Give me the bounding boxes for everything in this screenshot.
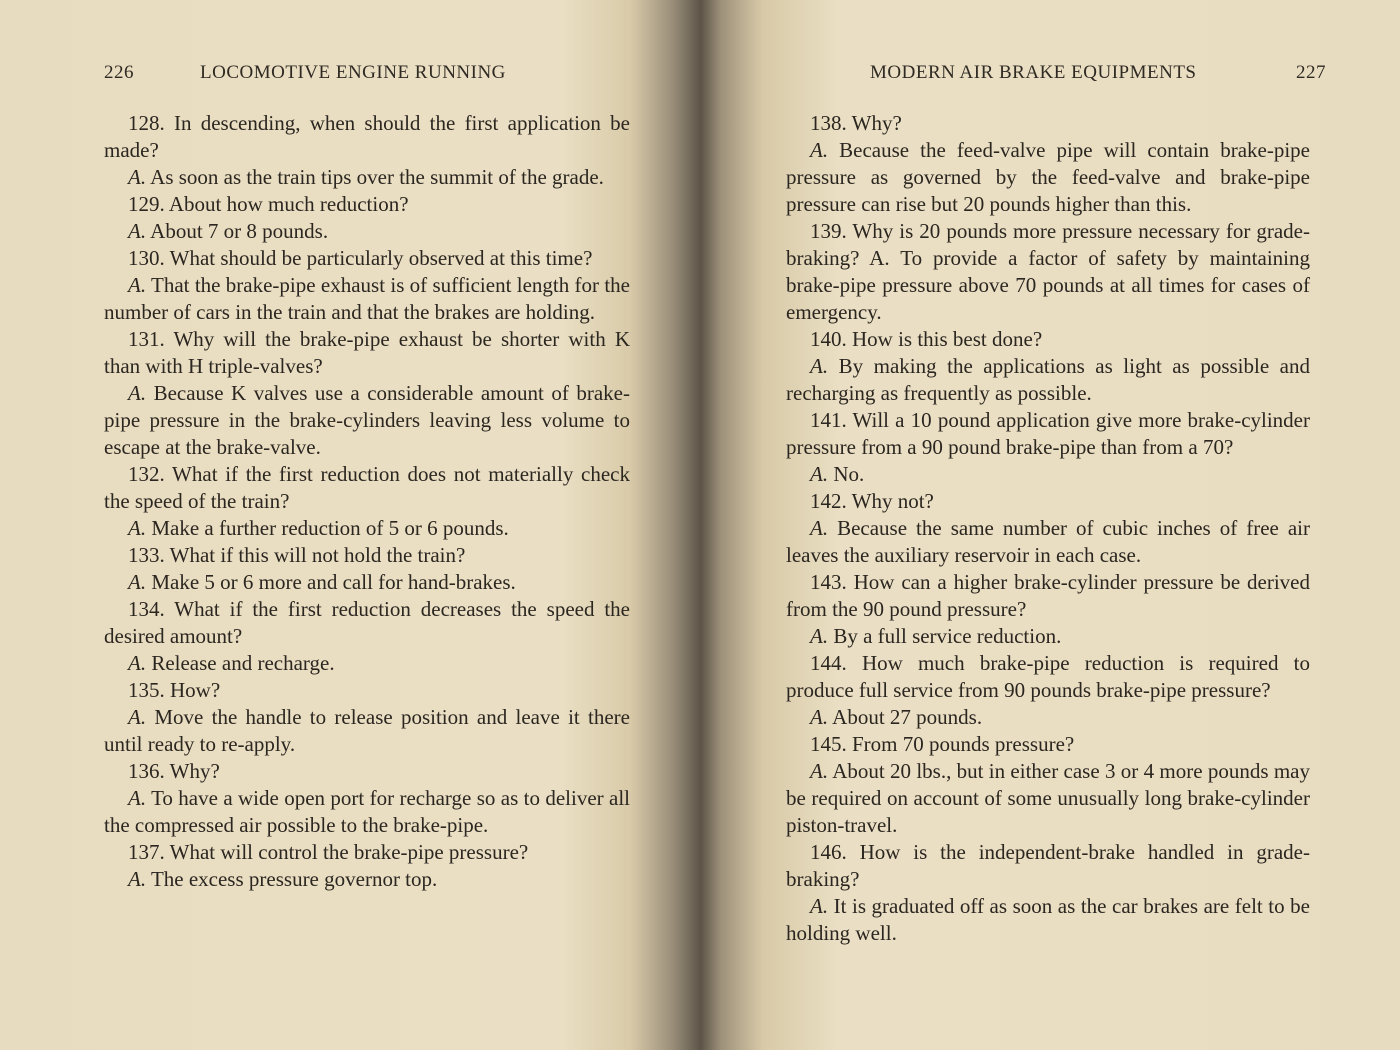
question-paragraph (786, 839, 1310, 893)
question-paragraph (104, 758, 630, 785)
answer-label: A. (128, 165, 147, 189)
answer-paragraph (786, 353, 1310, 407)
paragraph-text: 132. What if the first reduction does not materially check the speed of the train? (104, 462, 630, 513)
answer-label: A. (810, 354, 829, 378)
paragraph-text: As soon as the train tips over the summit of the grade. (146, 165, 604, 189)
paragraph-text: 143. How can a higher brake-cylinder pressure be derived from the 90 pound pressure? (786, 570, 1310, 621)
paragraph-text: About 20 lbs., but in either case 3 or 4 more pounds may be required on account of some unusually long brake-cylinder piston-travel. (786, 759, 1310, 837)
paragraph-text: 130. What should be particularly observed at this time? (128, 246, 593, 270)
left-page-number: 226 (104, 62, 134, 83)
answer-label: A. (128, 219, 147, 243)
paragraph-text: 135. How? (128, 678, 221, 702)
question-paragraph (104, 677, 630, 704)
paragraph-text: 136. Why? (128, 759, 220, 783)
answer-paragraph (104, 515, 630, 542)
paragraph-text: 146. How is the independent-brake handled in grade-braking? (786, 840, 1310, 891)
question-paragraph (786, 650, 1310, 704)
paragraph-text: 133. What if this will not hold the train? (128, 543, 466, 567)
answer-label: A. (128, 273, 147, 297)
paragraph-text: The excess pressure governor top. (146, 867, 438, 891)
answer-paragraph (104, 380, 630, 461)
question-paragraph (104, 596, 630, 650)
paragraph-text: About 7 or 8 pounds. (146, 219, 329, 243)
answer-label: A. (810, 516, 829, 540)
right-running-header (870, 62, 1326, 84)
paragraph-text: 139. Why is 20 pounds more pressure necessary for grade-braking? A. To provide a factor of safety by maintaining brake-pipe pressure above 70 pounds at all times for cases of emergency. (786, 219, 1310, 324)
answer-label: A. (810, 759, 829, 783)
answer-paragraph (786, 461, 1310, 488)
question-paragraph (786, 110, 1310, 137)
paragraph-text: 128. In descending, when should the first application be made? (104, 111, 630, 162)
paragraph-text: Because K valves use a considerable amount of brake-pipe pressure in the brake-cylinders leaving less volume to escape at the brake-valve. (104, 381, 630, 459)
question-paragraph (104, 245, 630, 272)
paragraph-text: 144. How much brake-pipe reduction is required to produce full service from 90 pounds brake-pipe pressure? (786, 651, 1310, 702)
paragraph-text: It is graduated off as soon as the car brakes are felt to be holding well. (786, 894, 1310, 945)
answer-paragraph (786, 893, 1310, 947)
paragraph-text: Make a further reduction of 5 or 6 pounds. (146, 516, 509, 540)
paragraph-text: 142. Why not? (810, 489, 934, 513)
answer-paragraph (104, 866, 630, 893)
answer-paragraph (786, 704, 1310, 731)
question-paragraph (104, 191, 630, 218)
paragraph-text: 145. From 70 pounds pressure? (810, 732, 1075, 756)
answer-paragraph (104, 704, 630, 758)
answer-paragraph (786, 758, 1310, 839)
answer-label: A. (128, 786, 147, 810)
answer-label: A. (810, 462, 829, 486)
question-paragraph (104, 542, 630, 569)
left-running-head: LOCOMOTIVE ENGINE RUNNING (200, 62, 506, 83)
question-paragraph (786, 218, 1310, 326)
answer-paragraph (104, 218, 630, 245)
paragraph-text: About 27 pounds. (828, 705, 983, 729)
right-page (700, 0, 1400, 1050)
answer-paragraph (104, 272, 630, 326)
answer-label: A. (810, 138, 829, 162)
answer-label: A. (810, 705, 829, 729)
paragraph-text: Move the handle to release position and leave it there until ready to re-apply. (104, 705, 630, 756)
answer-paragraph (104, 785, 630, 839)
answer-label: A. (128, 705, 147, 729)
question-paragraph (786, 569, 1310, 623)
answer-label: A. (128, 651, 147, 675)
question-paragraph (104, 110, 630, 164)
right-page-number: 227 (1296, 62, 1326, 83)
question-paragraph (104, 326, 630, 380)
paragraph-text: By a full service reduction. (828, 624, 1062, 648)
paragraph-text: No. (828, 462, 865, 486)
question-paragraph (786, 407, 1310, 461)
paragraph-text: By making the applications as light as possible and recharging as frequently as possible. (786, 354, 1310, 405)
answer-paragraph (104, 650, 630, 677)
left-running-header (104, 62, 534, 84)
paragraph-text: Release and recharge. (146, 651, 335, 675)
left-page-body (104, 110, 630, 893)
answer-label: A. (128, 570, 147, 594)
question-paragraph (786, 488, 1310, 515)
paragraph-text: Because the same number of cubic inches of free air leaves the auxiliary reservoir in each case. (786, 516, 1310, 567)
paragraph-text: Make 5 or 6 more and call for hand-brakes. (146, 570, 516, 594)
question-paragraph (786, 731, 1310, 758)
answer-label: A. (128, 516, 147, 540)
answer-label: A. (128, 867, 147, 891)
paragraph-text: 138. Why? (810, 111, 902, 135)
paragraph-text: That the brake-pipe exhaust is of sufficient length for the number of cars in the train and that the brakes are holding. (104, 273, 630, 324)
paragraph-text: 141. Will a 10 pound application give more brake-cylinder pressure from a 90 pound brake-pipe than from a 70? (786, 408, 1310, 459)
paragraph-text: 140. How is this best done? (810, 327, 1043, 351)
answer-paragraph (786, 515, 1310, 569)
answer-label: A. (810, 624, 829, 648)
question-paragraph (104, 839, 630, 866)
paragraph-text: 131. Why will the brake-pipe exhaust be shorter with K than with H triple-valves? (104, 327, 630, 378)
answer-paragraph (104, 164, 630, 191)
paragraph-text: 137. What will control the brake-pipe pressure? (128, 840, 529, 864)
question-paragraph (786, 326, 1310, 353)
paragraph-text: 134. What if the first reduction decreases the speed the desired amount? (104, 597, 630, 648)
answer-label: A. (810, 894, 829, 918)
answer-paragraph (104, 569, 630, 596)
paragraph-text: 129. About how much reduction? (128, 192, 409, 216)
right-running-head: MODERN AIR BRAKE EQUIPMENTS (870, 62, 1197, 83)
right-page-body (786, 110, 1310, 947)
paragraph-text: Because the feed-valve pipe will contain brake-pipe pressure as governed by the feed-valve and brake-pipe pressure can rise but 20 pounds higher than this. (786, 138, 1310, 216)
answer-label: A. (128, 381, 147, 405)
answer-paragraph (786, 623, 1310, 650)
question-paragraph (104, 461, 630, 515)
answer-paragraph (786, 137, 1310, 218)
paragraph-text: To have a wide open port for recharge so as to deliver all the compressed air possible to the brake-pipe. (104, 786, 630, 837)
